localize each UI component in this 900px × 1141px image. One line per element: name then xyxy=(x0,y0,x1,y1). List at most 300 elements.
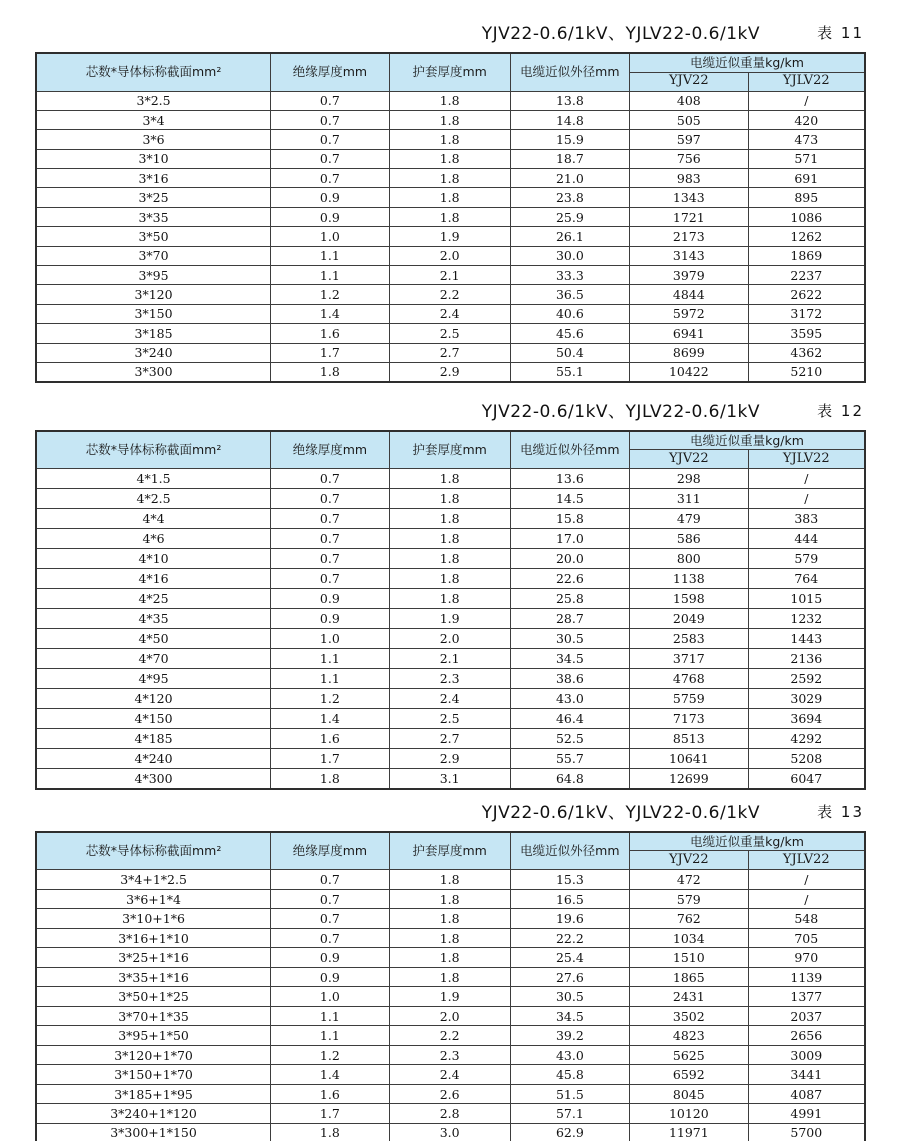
table-cell: 2431 xyxy=(630,987,749,1007)
table-cell: 0.9 xyxy=(271,948,390,968)
table-body xyxy=(36,870,865,1141)
table-cell: 597 xyxy=(630,130,749,149)
table-cell: 3*10+1*6 xyxy=(36,909,271,929)
table-cell: 22.2 xyxy=(510,928,629,948)
table-row xyxy=(36,629,865,649)
table-cell: 1.8 xyxy=(389,529,510,549)
table-cell: 4362 xyxy=(748,343,865,362)
table-cell: 4*185 xyxy=(36,729,271,749)
table-cell: 1.7 xyxy=(271,343,390,362)
table-cell: 3*2.5 xyxy=(36,91,271,110)
table-cell: 311 xyxy=(630,489,749,509)
table-cell: 13.8 xyxy=(510,91,629,110)
table-cell: 23.8 xyxy=(510,188,629,207)
table-cell: 3441 xyxy=(748,1065,865,1085)
table-cell: 579 xyxy=(748,549,865,569)
table-cell: 1.1 xyxy=(271,669,390,689)
table-cell: 0.7 xyxy=(271,149,390,168)
table-cell: 0.9 xyxy=(271,207,390,226)
table-cell: 33.3 xyxy=(510,266,629,285)
table-cell: 4844 xyxy=(630,285,749,304)
table-cell: 1.8 xyxy=(271,1123,390,1141)
table-caption xyxy=(35,398,866,424)
table-cell: 3*4 xyxy=(36,110,271,129)
cable-spec-table-12 xyxy=(35,430,866,790)
table-cell: 479 xyxy=(630,509,749,529)
table-cell: 1.1 xyxy=(271,649,390,669)
table-cell: 4*2.5 xyxy=(36,489,271,509)
table-row xyxy=(36,362,865,381)
table-row xyxy=(36,343,865,362)
table-cell: 55.7 xyxy=(510,749,629,769)
cable-spec-table-11 xyxy=(35,52,866,383)
table-cell: 1.2 xyxy=(271,285,390,304)
table-cell: 0.7 xyxy=(271,870,390,890)
table-cell: 1.9 xyxy=(389,987,510,1007)
table-caption xyxy=(35,20,866,46)
table-cell: 1262 xyxy=(748,227,865,246)
table-cell: 8513 xyxy=(630,729,749,749)
table-cell: 2.4 xyxy=(389,689,510,709)
column-header-weight-group: 电缆近似重量kg/km xyxy=(630,431,865,450)
table-cell: 2.8 xyxy=(389,1104,510,1124)
table-row xyxy=(36,110,865,129)
table-row xyxy=(36,987,865,1007)
table-cell: 2.4 xyxy=(389,304,510,323)
table-cell: / xyxy=(748,889,865,909)
table-cell: 1.8 xyxy=(389,948,510,968)
table-cell: 1869 xyxy=(748,246,865,265)
table-cell: 34.5 xyxy=(510,1006,629,1026)
table-cell: 11971 xyxy=(630,1123,749,1141)
table-cell: 970 xyxy=(748,948,865,968)
caption-tag: 表 11 xyxy=(817,24,864,42)
table-cell: 4*50 xyxy=(36,629,271,649)
caption-tag: 表 12 xyxy=(817,401,864,420)
table-cell: / xyxy=(748,489,865,509)
table-cell: 34.5 xyxy=(510,649,629,669)
table-cell: 4991 xyxy=(748,1104,865,1124)
table-cell: 26.1 xyxy=(510,227,629,246)
table-cell: 1.8 xyxy=(389,130,510,149)
table-cell: 0.7 xyxy=(271,169,390,188)
table-cell: 1.8 xyxy=(389,549,510,569)
table-cell: 6047 xyxy=(748,769,865,789)
table-cell: 5759 xyxy=(630,689,749,709)
table-cell: 5625 xyxy=(630,1045,749,1065)
table-cell: 1.7 xyxy=(271,1104,390,1124)
table-cell: 15.8 xyxy=(510,509,629,529)
table-cell: 4*4 xyxy=(36,509,271,529)
table-cell: 30.5 xyxy=(510,629,629,649)
table-cell: 3*300+1*150 xyxy=(36,1123,271,1141)
table-cell: 1.8 xyxy=(389,928,510,948)
table-row xyxy=(36,1006,865,1026)
table-cell: 1.1 xyxy=(271,1026,390,1046)
table-cell: 1.8 xyxy=(389,589,510,609)
table-cell: 2.9 xyxy=(389,362,510,381)
table-cell: 1.8 xyxy=(389,889,510,909)
table-cell: 4*120 xyxy=(36,689,271,709)
table-cell: / xyxy=(748,870,865,890)
table-cell: 3*185 xyxy=(36,324,271,343)
table-cell: 2037 xyxy=(748,1006,865,1026)
table-row xyxy=(36,304,865,323)
table-cell: 3*35 xyxy=(36,207,271,226)
table-cell: 1.8 xyxy=(389,91,510,110)
table-cell: 1.8 xyxy=(389,489,510,509)
table-row xyxy=(36,967,865,987)
table-cell: 4*6 xyxy=(36,529,271,549)
table-cell: 1.8 xyxy=(389,909,510,929)
table-cell: 1.8 xyxy=(389,870,510,890)
table-row xyxy=(36,149,865,168)
cable-spec-table-13 xyxy=(35,831,866,1141)
table-cell: 1.8 xyxy=(271,769,390,789)
table-cell: 15.3 xyxy=(510,870,629,890)
table-cell: 579 xyxy=(630,889,749,909)
table-cell: 1.8 xyxy=(389,967,510,987)
column-header-insulation-thickness: 绝缘厚度mm xyxy=(271,53,390,91)
table-cell: 14.8 xyxy=(510,110,629,129)
table-cell: 3*120+1*70 xyxy=(36,1045,271,1065)
table-cell: 444 xyxy=(748,529,865,549)
table-cell: 2.5 xyxy=(389,324,510,343)
table-cell: 25.4 xyxy=(510,948,629,968)
table-cell: 10641 xyxy=(630,749,749,769)
table-cell: 2.0 xyxy=(389,1006,510,1026)
table-cell: 16.5 xyxy=(510,889,629,909)
table-cell: 3143 xyxy=(630,246,749,265)
table-cell: 1139 xyxy=(748,967,865,987)
table-cell: 4*95 xyxy=(36,669,271,689)
table-cell: 3*150+1*70 xyxy=(36,1065,271,1085)
table-cell: 0.7 xyxy=(271,130,390,149)
table-cell: 3502 xyxy=(630,1006,749,1026)
caption-tag: 表 13 xyxy=(817,802,864,821)
table-cell: 298 xyxy=(630,469,749,489)
table-row xyxy=(36,1026,865,1046)
table-cell: 2136 xyxy=(748,649,865,669)
table-cell: 705 xyxy=(748,928,865,948)
table-cell: 5210 xyxy=(748,362,865,381)
caption-title: YJV22-0.6/1kV、YJLV22-0.6/1kV xyxy=(481,24,760,44)
table-cell: 3*6 xyxy=(36,130,271,149)
table-cell: 6941 xyxy=(630,324,749,343)
table-block-13 xyxy=(35,799,866,1141)
table-cell: 3595 xyxy=(748,324,865,343)
table-cell: 1.7 xyxy=(271,749,390,769)
table-cell: 1.4 xyxy=(271,304,390,323)
table-cell: 20.0 xyxy=(510,549,629,569)
table-cell: 2.7 xyxy=(389,729,510,749)
table-cell: 2.3 xyxy=(389,669,510,689)
column-header-core-section: 芯数*导体标称截面mm² xyxy=(36,53,271,91)
table-cell: 548 xyxy=(748,909,865,929)
table-row xyxy=(36,285,865,304)
table-cell: 45.6 xyxy=(510,324,629,343)
table-row xyxy=(36,948,865,968)
table-row xyxy=(36,1084,865,1104)
table-row xyxy=(36,689,865,709)
table-cell: 43.0 xyxy=(510,1045,629,1065)
table-cell: 4*70 xyxy=(36,649,271,669)
table-cell: 1.6 xyxy=(271,729,390,749)
table-row xyxy=(36,1123,865,1141)
table-body xyxy=(36,469,865,789)
table-cell: 3*70+1*35 xyxy=(36,1006,271,1026)
column-header-outer-diameter: 电缆近似外径mm xyxy=(510,832,629,870)
column-header-weight-group: 电缆近似重量kg/km xyxy=(630,832,865,851)
table-cell: 4*25 xyxy=(36,589,271,609)
table-cell: / xyxy=(748,91,865,110)
table-cell: 3*4+1*2.5 xyxy=(36,870,271,890)
table-cell: 2.0 xyxy=(389,246,510,265)
table-cell: 21.0 xyxy=(510,169,629,188)
table-row xyxy=(36,91,865,110)
table-cell: 4*300 xyxy=(36,769,271,789)
column-header-outer-diameter: 电缆近似外径mm xyxy=(510,53,629,91)
column-header-sheath-thickness: 护套厚度mm xyxy=(389,832,510,870)
table-row xyxy=(36,1104,865,1124)
table-cell: 1.8 xyxy=(389,110,510,129)
table-cell: 7173 xyxy=(630,709,749,729)
table-cell: 4823 xyxy=(630,1026,749,1046)
column-header-sheath-thickness: 护套厚度mm xyxy=(389,431,510,469)
table-cell: 3172 xyxy=(748,304,865,323)
table-row xyxy=(36,749,865,769)
table-cell: 1.8 xyxy=(389,169,510,188)
table-cell: 0.7 xyxy=(271,889,390,909)
table-cell: 64.8 xyxy=(510,769,629,789)
table-cell: 2.2 xyxy=(389,285,510,304)
table-cell: 0.7 xyxy=(271,549,390,569)
table-cell: 0.7 xyxy=(271,569,390,589)
column-header-yjv22: YJV22 xyxy=(630,450,749,469)
table-cell: 5972 xyxy=(630,304,749,323)
table-cell: 895 xyxy=(748,188,865,207)
table-cell: 505 xyxy=(630,110,749,129)
table-cell: 1598 xyxy=(630,589,749,609)
table-cell: 25.8 xyxy=(510,589,629,609)
table-row xyxy=(36,649,865,669)
table-cell: 45.8 xyxy=(510,1065,629,1085)
table-block-12 xyxy=(35,398,866,790)
table-row xyxy=(36,928,865,948)
table-cell: 4*16 xyxy=(36,569,271,589)
table-cell: 3*120 xyxy=(36,285,271,304)
table-cell: 983 xyxy=(630,169,749,188)
table-cell: 3*25+1*16 xyxy=(36,948,271,968)
table-cell: 3.1 xyxy=(389,769,510,789)
table-cell: 3009 xyxy=(748,1045,865,1065)
table-cell: 0.7 xyxy=(271,489,390,509)
table-cell: 756 xyxy=(630,149,749,168)
table-cell: 17.0 xyxy=(510,529,629,549)
table-cell: 50.4 xyxy=(510,343,629,362)
column-header-core-section: 芯数*导体标称截面mm² xyxy=(36,832,271,870)
caption-title: YJV22-0.6/1kV、YJLV22-0.6/1kV xyxy=(481,401,760,422)
table-cell: 10422 xyxy=(630,362,749,381)
table-cell: 473 xyxy=(748,130,865,149)
table-cell: 420 xyxy=(748,110,865,129)
table-row xyxy=(36,246,865,265)
table-cell: 3*50+1*25 xyxy=(36,987,271,1007)
table-cell: 36.5 xyxy=(510,285,629,304)
table-cell: 4*1.5 xyxy=(36,469,271,489)
table-cell: 43.0 xyxy=(510,689,629,709)
table-header xyxy=(36,431,865,469)
table-cell: 62.9 xyxy=(510,1123,629,1141)
table-row xyxy=(36,669,865,689)
table-cell: 40.6 xyxy=(510,304,629,323)
table-cell: 6592 xyxy=(630,1065,749,1085)
table-cell: 19.6 xyxy=(510,909,629,929)
table-cell: 1.1 xyxy=(271,1006,390,1026)
table-cell: 1.1 xyxy=(271,266,390,285)
table-row xyxy=(36,509,865,529)
table-row xyxy=(36,169,865,188)
table-cell: 800 xyxy=(630,549,749,569)
column-header-insulation-thickness: 绝缘厚度mm xyxy=(271,431,390,469)
table-cell: 1034 xyxy=(630,928,749,948)
table-cell: 5208 xyxy=(748,749,865,769)
table-cell: 1443 xyxy=(748,629,865,649)
table-row xyxy=(36,870,865,890)
table-cell: 571 xyxy=(748,149,865,168)
table-row xyxy=(36,889,865,909)
table-cell: 0.7 xyxy=(271,469,390,489)
table-row xyxy=(36,709,865,729)
table-cell: 57.1 xyxy=(510,1104,629,1124)
table-cell: 586 xyxy=(630,529,749,549)
table-cell: 3029 xyxy=(748,689,865,709)
table-cell: 52.5 xyxy=(510,729,629,749)
table-cell: 3*95 xyxy=(36,266,271,285)
table-cell: 1721 xyxy=(630,207,749,226)
table-row xyxy=(36,769,865,789)
table-cell: 2173 xyxy=(630,227,749,246)
column-header-yjlv22: YJLV22 xyxy=(748,450,865,469)
table-cell: 1.8 xyxy=(271,362,390,381)
table-cell: 1.9 xyxy=(389,227,510,246)
table-body xyxy=(36,91,865,382)
table-cell: 3*25 xyxy=(36,188,271,207)
table-cell: 3*240 xyxy=(36,343,271,362)
table-row xyxy=(36,1065,865,1085)
table-cell: 3*240+1*120 xyxy=(36,1104,271,1124)
table-cell: 46.4 xyxy=(510,709,629,729)
column-header-yjlv22: YJLV22 xyxy=(748,851,865,870)
table-cell: 1.8 xyxy=(389,188,510,207)
column-header-yjv22: YJV22 xyxy=(630,851,749,870)
table-cell: 0.7 xyxy=(271,529,390,549)
table-row xyxy=(36,529,865,549)
column-header-yjlv22: YJLV22 xyxy=(748,72,865,91)
table-cell: 5700 xyxy=(748,1123,865,1141)
table-cell: 2.4 xyxy=(389,1065,510,1085)
table-cell: 3*50 xyxy=(36,227,271,246)
table-row xyxy=(36,1045,865,1065)
table-cell: 0.9 xyxy=(271,967,390,987)
table-cell: 3717 xyxy=(630,649,749,669)
table-cell: 2.3 xyxy=(389,1045,510,1065)
table-cell: 3*16 xyxy=(36,169,271,188)
table-cell: 27.6 xyxy=(510,967,629,987)
table-cell: 472 xyxy=(630,870,749,890)
table-cell: 39.2 xyxy=(510,1026,629,1046)
table-cell: / xyxy=(748,469,865,489)
table-cell: 3*300 xyxy=(36,362,271,381)
table-cell: 8045 xyxy=(630,1084,749,1104)
table-cell: 0.9 xyxy=(271,609,390,629)
table-cell: 51.5 xyxy=(510,1084,629,1104)
table-cell: 1.1 xyxy=(271,246,390,265)
table-row xyxy=(36,549,865,569)
table-cell: 1086 xyxy=(748,207,865,226)
table-cell: 3*6+1*4 xyxy=(36,889,271,909)
table-cell: 2.1 xyxy=(389,266,510,285)
table-cell: 1343 xyxy=(630,188,749,207)
table-cell: 1865 xyxy=(630,967,749,987)
column-header-insulation-thickness: 绝缘厚度mm xyxy=(271,832,390,870)
table-row xyxy=(36,609,865,629)
table-cell: 762 xyxy=(630,909,749,929)
table-cell: 38.6 xyxy=(510,669,629,689)
table-cell: 4*10 xyxy=(36,549,271,569)
table-cell: 1.4 xyxy=(271,1065,390,1085)
table-cell: 3*150 xyxy=(36,304,271,323)
table-row xyxy=(36,324,865,343)
table-cell: 1.2 xyxy=(271,1045,390,1065)
table-cell: 383 xyxy=(748,509,865,529)
column-header-weight-group: 电缆近似重量kg/km xyxy=(630,53,865,72)
table-cell: 0.7 xyxy=(271,110,390,129)
table-cell: 4*150 xyxy=(36,709,271,729)
table-cell: 1.6 xyxy=(271,1084,390,1104)
table-header xyxy=(36,53,865,91)
table-cell: 2.7 xyxy=(389,343,510,362)
table-row xyxy=(36,266,865,285)
table-cell: 1.8 xyxy=(389,569,510,589)
table-cell: 3*70 xyxy=(36,246,271,265)
table-cell: 14.5 xyxy=(510,489,629,509)
table-cell: 0.7 xyxy=(271,91,390,110)
table-cell: 1.4 xyxy=(271,709,390,729)
column-header-outer-diameter: 电缆近似外径mm xyxy=(510,431,629,469)
table-row xyxy=(36,227,865,246)
table-cell: 0.7 xyxy=(271,928,390,948)
table-cell: 3979 xyxy=(630,266,749,285)
table-cell: 764 xyxy=(748,569,865,589)
table-caption xyxy=(35,799,866,825)
table-cell: 3*16+1*10 xyxy=(36,928,271,948)
table-cell: 4087 xyxy=(748,1084,865,1104)
table-cell: 3694 xyxy=(748,709,865,729)
table-cell: 2592 xyxy=(748,669,865,689)
table-cell: 3*185+1*95 xyxy=(36,1084,271,1104)
table-cell: 2622 xyxy=(748,285,865,304)
table-cell: 10120 xyxy=(630,1104,749,1124)
table-row xyxy=(36,489,865,509)
table-cell: 28.7 xyxy=(510,609,629,629)
table-cell: 408 xyxy=(630,91,749,110)
table-cell: 15.9 xyxy=(510,130,629,149)
table-cell: 2.9 xyxy=(389,749,510,769)
table-cell: 1232 xyxy=(748,609,865,629)
table-cell: 2.1 xyxy=(389,649,510,669)
table-cell: 3.0 xyxy=(389,1123,510,1141)
